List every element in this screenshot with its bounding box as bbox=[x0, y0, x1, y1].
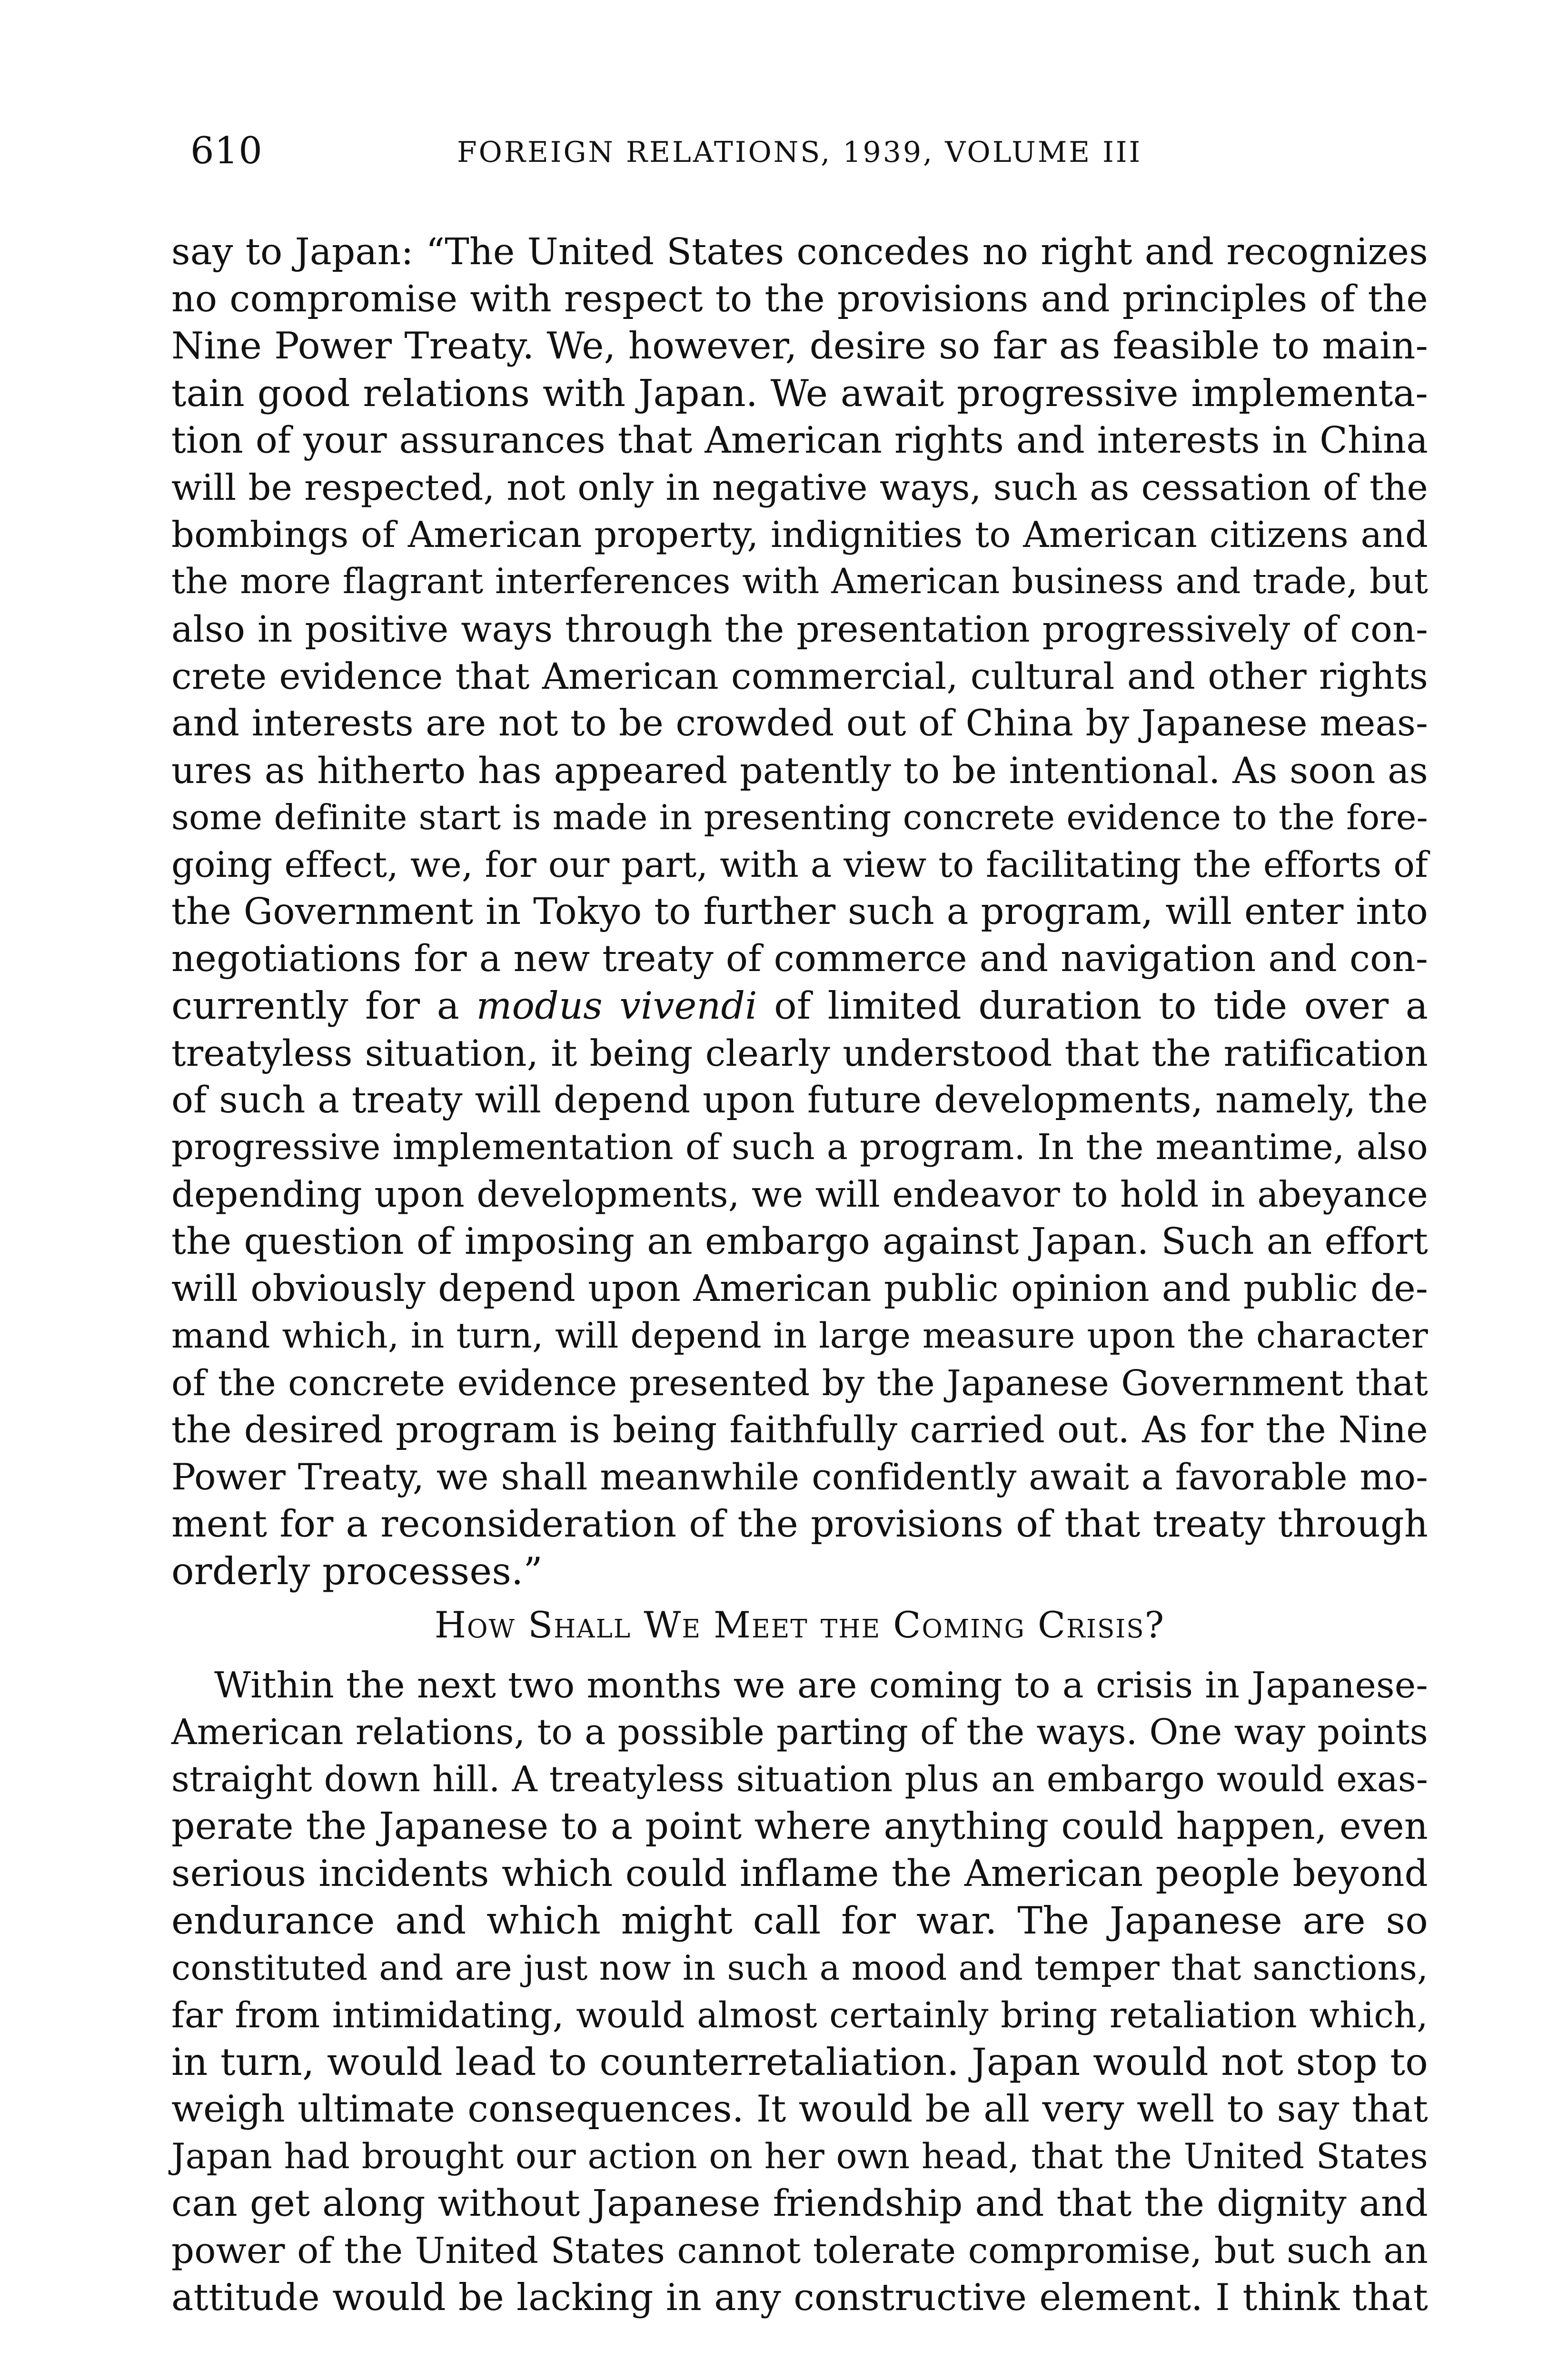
paragraph-1 bbox=[171, 228, 1428, 1595]
section-heading: How Shall We Meet the Coming Crisis? bbox=[434, 1604, 1165, 1646]
text-line: weigh ultimate consequences. It would be all very well to say that bbox=[171, 2088, 1428, 2131]
text-line: the Government in Tokyo to further such a program, will enter into bbox=[171, 891, 1428, 933]
text-line: Power Treaty, we shall meanwhile confidently await a favorable mo- bbox=[171, 1456, 1428, 1498]
text-line: will obviously depend upon American public opinion and public de- bbox=[171, 1268, 1428, 1310]
body-text bbox=[171, 228, 1428, 2321]
text-line: power of the United States cannot tolerate compromise, but such an bbox=[171, 2230, 1428, 2271]
text-line: tain good relations with Japan. We await progressive implementa- bbox=[171, 372, 1428, 415]
text-line: Nine Power Treaty. We, however, desire so far as feasible to main- bbox=[171, 325, 1428, 367]
text-line: Japan had brought our action on her own head, that the United States bbox=[171, 2136, 1428, 2177]
text-line: constituted and are just now in such a mood and temper that sanctions, bbox=[171, 1948, 1428, 1988]
text-line: say to Japan: “The United States concedes no right and recognizes bbox=[171, 230, 1428, 273]
text-line: of the concrete evidence presented by the Japanese Government that bbox=[171, 1362, 1428, 1404]
text-line: going effect, we, for our part, with a view to facilitating the efforts of bbox=[171, 844, 1428, 885]
text-line: bombings of American property, indignities to American citizens and bbox=[171, 514, 1428, 555]
text-line: serious incidents which could inflame the American people beyond bbox=[171, 1853, 1428, 1895]
text-fragment: currently for a bbox=[171, 984, 476, 1028]
text-line: the desired program is being faithfully carried out. As for the Nine bbox=[171, 1408, 1428, 1451]
text-line: American relations, to a possible parting of the ways. One way points bbox=[171, 1712, 1428, 1753]
text-line: the question of imposing an embargo against Japan. Such an effort bbox=[171, 1220, 1428, 1263]
text-line: ures as hitherto has appeared patently to be intentional. As soon as bbox=[171, 749, 1428, 792]
text-line: treatyless situation, it being clearly understood that the ratification bbox=[171, 1032, 1428, 1074]
text-line: of such a treaty will depend upon future developments, namely, the bbox=[171, 1079, 1428, 1121]
text-line: and interests are not to be crowded out of China by Japanese meas- bbox=[171, 702, 1428, 744]
text-line: some definite start is made in presenting concrete evidence to the fore- bbox=[171, 797, 1428, 837]
text-line: can get along without Japanese friendship and that the dignity and bbox=[171, 2182, 1428, 2225]
text-line-modus-vivendi bbox=[171, 982, 1428, 1030]
page-header bbox=[190, 125, 1438, 177]
text-line: orderly processes.” bbox=[171, 1549, 543, 1593]
text-line: crete evidence that American commercial, cultural and other rights bbox=[171, 655, 1428, 697]
text-fragment: of limited duration to tide over a bbox=[757, 984, 1428, 1028]
paragraph-2 bbox=[171, 1662, 1428, 2321]
running-title: FOREIGN RELATIONS, 1939, VOLUME III bbox=[457, 136, 1142, 169]
text-line: endurance and which might call for war. The Japanese are so bbox=[171, 1899, 1428, 1943]
text-line: Within the next two months we are coming to a crisis in Japanese- bbox=[214, 1664, 1428, 1706]
text-line: also in positive ways through the presentation progressively of con- bbox=[171, 608, 1428, 650]
italic-latin-phrase: modus vivendi bbox=[476, 984, 757, 1028]
text-line: mand which, in turn, will depend in large measure upon the character bbox=[171, 1316, 1428, 1356]
text-line: in turn, would lead to counterretaliation. Japan would not stop to bbox=[171, 2040, 1428, 2084]
text-line: tion of your assurances that American rights and interests in China bbox=[171, 419, 1428, 462]
text-line: attitude would be lacking in any constructive element. I think that bbox=[171, 2276, 1428, 2319]
text-line: depending upon developments, we will endeavor to hold in abeyance bbox=[171, 1174, 1428, 1215]
text-line: negotiations for a new treaty of commerce and navigation and con- bbox=[171, 938, 1428, 980]
text-line: far from intimidating, would almost certainly bring retaliation which, bbox=[171, 1994, 1428, 2036]
text-line: the more flagrant interferences with American business and trade, but bbox=[171, 562, 1428, 602]
text-line: no compromise with respect to the provisions and principles of the bbox=[171, 278, 1428, 320]
page-number: 610 bbox=[190, 129, 263, 172]
text-line: ment for a reconsideration of the provisions of that treaty through bbox=[171, 1503, 1428, 1546]
text-line: will be respected, not only in negative ways, such as cessation of the bbox=[171, 467, 1428, 508]
text-line: progressive implementation of such a program. In the meantime, also bbox=[171, 1127, 1428, 1168]
text-line: perate the Japanese to a point where anything could happen, even bbox=[171, 1805, 1428, 1848]
text-line: straight down hill. A treatyless situation plus an embargo would exas- bbox=[171, 1759, 1428, 1800]
